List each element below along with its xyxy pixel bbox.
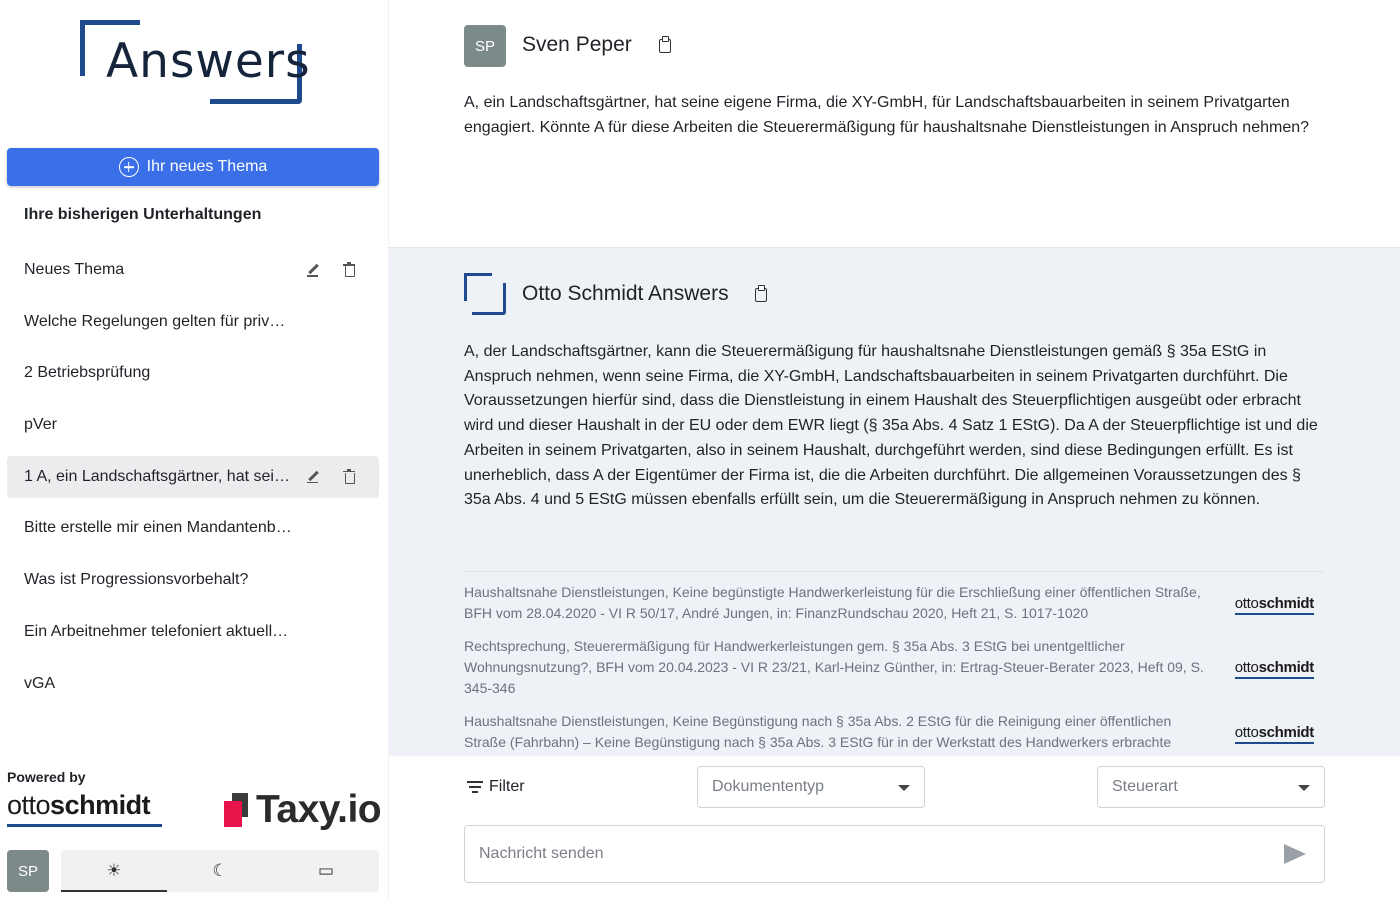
- source-item[interactable]: [464, 636, 1324, 699]
- brand-otto: otto: [7, 790, 51, 820]
- message-placeholder: Nachricht senden: [479, 845, 604, 862]
- question-block: [389, 0, 1400, 248]
- ottoschmidt-badge: ottoschmidt: [1234, 723, 1314, 741]
- edit-icon[interactable]: [305, 469, 321, 485]
- answers-logo[interactable]: [80, 20, 311, 104]
- powered-by-label: Powered by: [7, 769, 86, 785]
- conversation-item[interactable]: [7, 249, 379, 291]
- history-title: Ihre bisherigen Unterhaltungen: [24, 206, 262, 223]
- conversation-item[interactable]: [7, 559, 379, 601]
- source-text[interactable]: Haushaltsnahe Dienstleistungen, Keine Begünstigung nach § 35a Abs. 2 EStG für die Reinigung einer öffentlichen Straße (Fahrbahn) – Keine Begünstigung nach § 35a Abs. 3 EStG für in der Werkstatt des Handwerkers erbrachte: [464, 713, 1172, 750]
- ottoschmidt-logo: [7, 790, 150, 821]
- conversation-label: 2 Betriebsprüfung: [24, 364, 151, 382]
- laptop-icon[interactable]: ▭: [317, 861, 335, 880]
- answer-author: Otto Schmidt Answers: [522, 282, 729, 305]
- source-text[interactable]: Haushaltsnahe Dienstleistungen, Keine begünstigte Handwerkerleistung für die Erschließung einer öffentlichen Straße, BFH vom 28.04.2020 - VI R 50/17, André Jungen, in: FinanzRundschau 2020, Heft 21, S. 1017-1020: [464, 584, 1201, 621]
- source-list: [464, 571, 1324, 756]
- answers-bot-icon: [464, 273, 506, 315]
- conversation-label: Neues Thema: [24, 261, 125, 278]
- edit-icon[interactable]: [305, 262, 321, 278]
- caret-down-icon: [898, 785, 910, 791]
- document-type-placeholder: Dokumententyp: [712, 778, 825, 795]
- conversation-actions: [305, 469, 357, 485]
- conversation-label: 1 A, ein Landschaftsgärtner, hat sei…: [24, 467, 290, 485]
- sidebar: [0, 0, 388, 900]
- filter-icon: [467, 781, 483, 793]
- ottoschmidt-badge: ottoschmidt: [1234, 594, 1314, 612]
- answer-text: A, der Landschaftsgärtner, kann die Steuerermäßigung für haushaltsnahe Dienstleistungen gemäß § 35a EStG in Anspruch nehmen, wenn seine Firma, die XY-GmbH, Landschaftsbauarbeiten in seinem Privatgarten durchführt. Die Voraussetzungen hierfür sind, dass die Dienstleistung in einem Haushalt des Steuerpflichtigen ausgeübt oder erbracht wird und dieser Haushalt in der EU oder dem EWR liegt (§ 35a Abs. 4 Satz 1 EStG). Da A der Steuerpflichtige ist und die Arbeiten in seinem Privatgarten, also in seinem Haushalt, durchgeführt werden, sind diese Bedingungen erfüllt. Es ist unerheblich, dass A der Eigentümer der Firma ist, die die Arbeiten durchführt. Die allgemeinen Voraussetzungen des § 35a Abs. 4 und 5 EStG müssen ebenfalls erfüllt sein, um die Steuerermäßigung in Anspruch nehmen zu können.: [464, 343, 1318, 509]
- conversation-actions: [305, 262, 357, 278]
- caret-down-icon: [1298, 785, 1310, 791]
- source-item[interactable]: [464, 711, 1324, 753]
- question-avatar: SP: [464, 25, 506, 67]
- filter-label: Filter: [489, 778, 525, 795]
- logo-text: Answers: [106, 34, 311, 89]
- question-author: Sven Peper: [522, 33, 632, 56]
- plus-circle-icon: [119, 157, 139, 177]
- conversation-item[interactable]: [7, 663, 379, 705]
- trash-icon[interactable]: [341, 469, 357, 485]
- clipboard-icon[interactable]: [659, 39, 671, 53]
- answer-block: [389, 249, 1400, 756]
- chat-main: [389, 0, 1400, 900]
- brand-schmidt: schmidt: [50, 790, 151, 820]
- conversation-label: Bitte erstelle mir einen Mandantenb…: [24, 519, 292, 537]
- new-topic-label: Ihr neues Thema: [146, 158, 268, 175]
- tax-type-placeholder: Steuerart: [1112, 778, 1178, 795]
- clipboard-icon[interactable]: [755, 288, 767, 302]
- taxy-label: Taxy.io: [256, 788, 382, 831]
- send-icon[interactable]: [1284, 844, 1306, 864]
- taxy-mark-icon: [224, 793, 250, 827]
- brand-underline: [7, 824, 162, 827]
- filter-button[interactable]: [467, 778, 525, 796]
- conversation-item[interactable]: [7, 352, 379, 394]
- theme-switch: [61, 850, 379, 892]
- moon-icon[interactable]: ☾: [212, 861, 228, 880]
- question-text: A, ein Landschaftsgärtner, hat seine eigene Firma, die XY-GmbH, für Landschaftsbauarbeiten in seinem Privatgarten engagiert. Könnte A für diese Arbeiten die Steuerermäßigung für haushaltsnahe Dienstleistungen in Anspruch nehmen?: [464, 94, 1310, 136]
- new-topic-button[interactable]: [7, 148, 379, 186]
- source-item[interactable]: [464, 582, 1324, 624]
- conversation-item[interactable]: [7, 507, 379, 549]
- user-avatar[interactable]: SP: [7, 850, 49, 892]
- ottoschmidt-badge: ottoschmidt: [1234, 659, 1314, 676]
- conversation-label: Was ist Progressionsvorbehalt?: [24, 571, 249, 589]
- conversation-item[interactable]: [7, 404, 379, 446]
- message-input[interactable]: [464, 825, 1325, 883]
- tax-type-select[interactable]: [1097, 766, 1325, 808]
- conversation-label: vGA: [24, 674, 56, 692]
- document-type-select[interactable]: [697, 766, 925, 808]
- conversation-list: [7, 249, 379, 714]
- taxy-logo: [224, 788, 381, 832]
- trash-icon[interactable]: [341, 262, 357, 278]
- conversation-item-active[interactable]: [7, 456, 379, 498]
- conversation-item[interactable]: [7, 611, 379, 653]
- sun-icon[interactable]: ☀: [61, 850, 167, 892]
- conversation-item[interactable]: [7, 301, 379, 343]
- source-text[interactable]: Rechtsprechung, Steuerermäßigung für Handwerkerleistungen gem. § 35a Abs. 3 EStG bei unentgeltlicher Wohnungsnutzung?, BFH vom 20.04.2023 - VI R 23/21, Karl-Heinz Günther, in: Ertrag-Steuer-Berater 2023, Heft 09, S. 345-346: [464, 638, 1204, 696]
- conversation-label: pVer: [24, 416, 57, 434]
- conversation-label: Welche Regelungen gelten für priv…: [24, 312, 286, 330]
- conversation-label: Ein Arbeitnehmer telefoniert aktuell…: [24, 622, 289, 640]
